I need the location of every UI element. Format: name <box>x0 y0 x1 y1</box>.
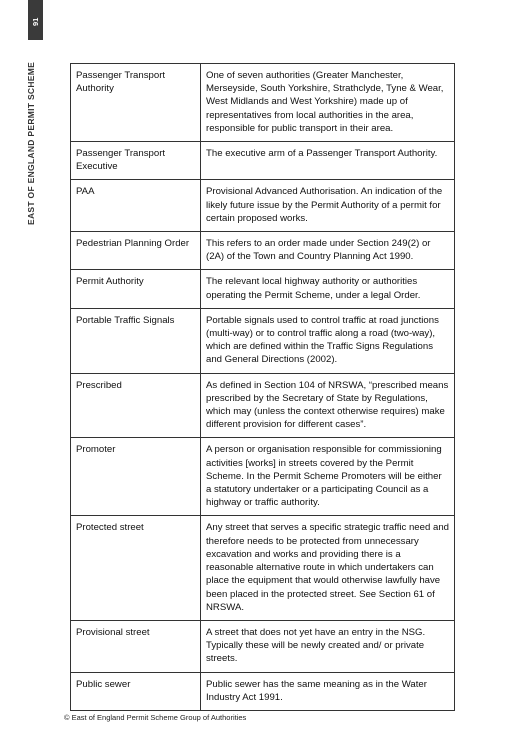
table-row <box>71 142 455 180</box>
definition-cell: Public sewer has the same meaning as in the Water Industry Act 1991. <box>201 672 455 710</box>
definition-cell: A street that does not yet have an entry in the NSG. Typically these will be newly created and/ or private streets. <box>201 620 455 672</box>
table-row <box>71 373 455 438</box>
definition-cell: The relevant local highway authority or authorities operating the Permit Scheme, under a legal Order. <box>201 270 455 308</box>
term-cell: Promoter <box>71 438 201 516</box>
page-number: 91 <box>31 17 40 26</box>
term-cell: Provisional street <box>71 620 201 672</box>
table-row <box>71 232 455 270</box>
table-row <box>71 620 455 672</box>
definition-cell: One of seven authorities (Greater Manchester, Merseyside, South Yorkshire, Strathclyde, Tyne & Wear, West Midlands and West Yorkshire) made up of representatives from local authorities in the area, responsible for public transport in their area. <box>201 64 455 142</box>
table-row <box>71 64 455 142</box>
term-cell: Pedestrian Planning Order <box>71 232 201 270</box>
page-number-tab <box>28 0 43 40</box>
term-cell: Prescribed <box>71 373 201 438</box>
term-cell: PAA <box>71 180 201 232</box>
definitions-table <box>70 63 455 711</box>
definition-cell: Provisional Advanced Authorisation. An indication of the likely future issue by the Permit Authority of a permit for certain proposed works. <box>201 180 455 232</box>
definition-cell: Portable signals used to control traffic at road junctions (multi-way) or to control traffic along a road (two-way), which are defined within the Traffic Signs Regulations and General Directions (2002). <box>201 308 455 373</box>
definition-cell: A person or organisation responsible for commissioning activities [works] in streets covered by the Permit Scheme. In the Permit Scheme Promoters will be either a statutory undertaker or a participating Council as a highway or traffic authority. <box>201 438 455 516</box>
table-row <box>71 516 455 620</box>
table-row <box>71 672 455 710</box>
term-cell: Permit Authority <box>71 270 201 308</box>
term-cell: Public sewer <box>71 672 201 710</box>
term-cell: Portable Traffic Signals <box>71 308 201 373</box>
table-row <box>71 308 455 373</box>
table-row <box>71 180 455 232</box>
term-cell: Protected street <box>71 516 201 620</box>
term-cell: Passenger Transport Executive <box>71 142 201 180</box>
definition-cell: As defined in Section 104 of NRSWA, “prescribed means prescribed by the Secretary of State by Regulations, which may (unless the context otherwise requires) make different provision for different cases”. <box>201 373 455 438</box>
term-cell: Passenger Transport Authority <box>71 64 201 142</box>
definition-cell: This refers to an order made under Section 249(2) or (2A) of the Town and Country Planning Act 1990. <box>201 232 455 270</box>
table-row <box>71 438 455 516</box>
definition-cell: Any street that serves a specific strategic traffic need and therefore needs to be protected from unnecessary excavation and works and providing there is a reasonable alternative route in which undertakers can place the equipment that would otherwise lawfully have been placed in the protected street. See Section 61 of NRSWA. <box>201 516 455 620</box>
side-running-header: EAST OF ENGLAND PERMIT SCHEME <box>26 61 36 225</box>
definition-cell: The executive arm of a Passenger Transport Authority. <box>201 142 455 180</box>
page-footer: © East of England Permit Scheme Group of Authorities <box>64 713 247 722</box>
table-row <box>71 270 455 308</box>
